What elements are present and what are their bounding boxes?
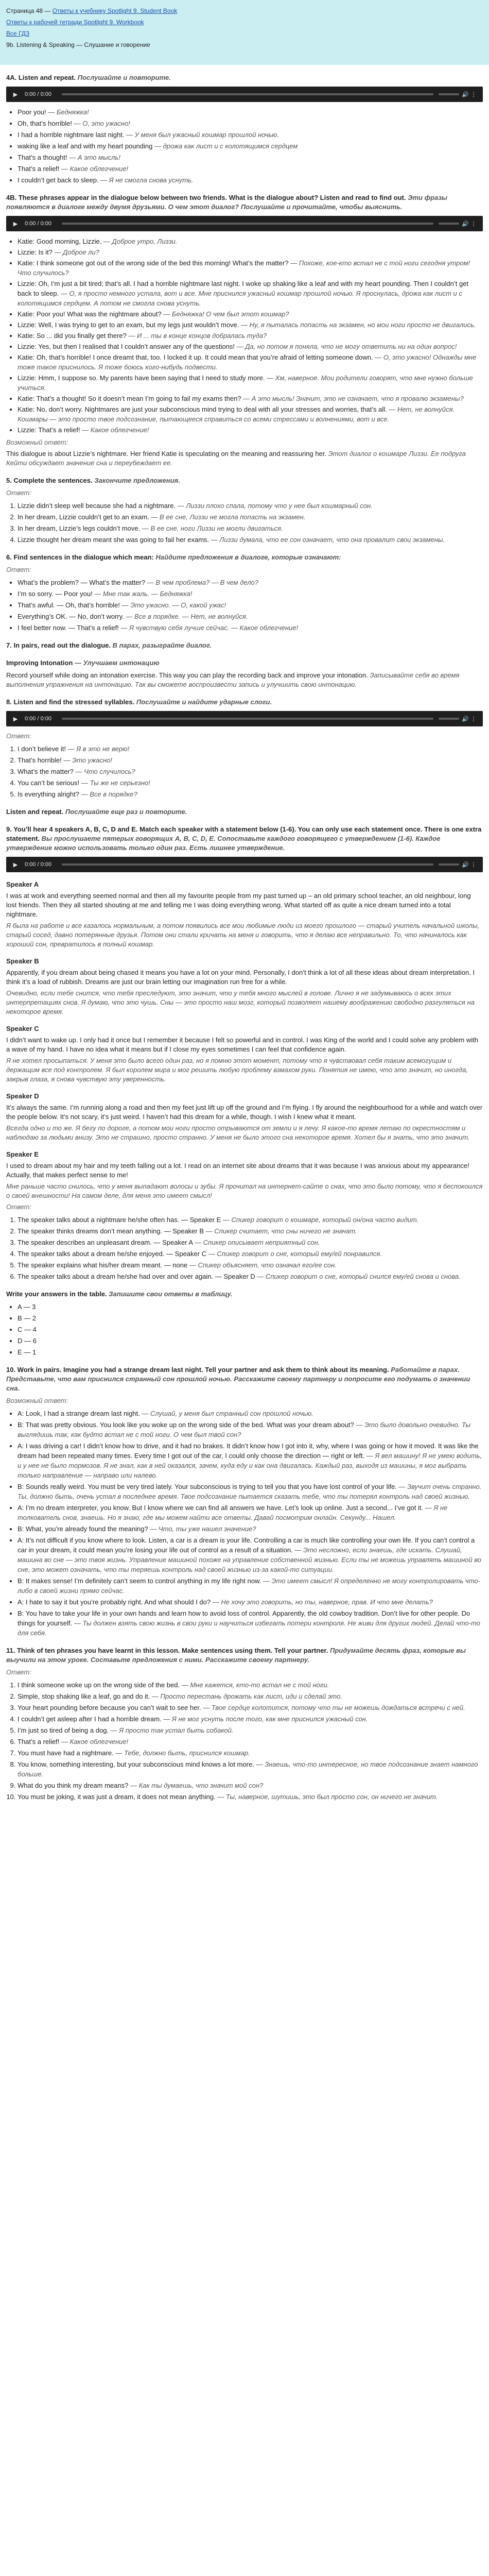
dialogue-line: • Katie: I think someone got out of the wrong side of the bed this morning! What’s the matter? — Похоже, кое-кто встал не с той ноги сегодня утром! Что случилось?: [18, 258, 483, 278]
speaker-text-ru: Я была на работе и все казалось нормальным, а потом появились все мои любимые люди из моего прошлого — старый учитель начальной школы, старый сосед, давно потерянные друзья. Потом они стали кричать на меня и говорить, что я делаю все неправильно. То, что начиналось как хороший сон, превратилось в полный кошмар.: [6, 922, 480, 948]
list-item: 4. You can’t be serious! — Ты же не серьезно!: [18, 778, 483, 788]
dialogue-line: • Lizzie: Oh, I’m just a bit tired; that’s all. I had a horrible nightmare last night. I woke up shaking like a leaf and with my heart pounding. Then I couldn’t get back to sleep. — О, я просто немного устала, вот и все. Мне приснился ужасный кошмар прошлой ночью. Я проснулась, дрожа как лист и с колотящимся сердцем. А потом не смогла снова уснуть.: [18, 279, 483, 308]
dialogue-line: • B: It makes sense! I’m definitely can’t seem to control anything in my life right now. — Это имеет смысл! Я определенно не могу контролировать что-либо в своей жизни прямо сейчас.: [18, 1576, 483, 1596]
list-item: 3. In her dream, Lizzie’s legs couldn’t move. — В ее сне, ноги Лиззи не могли двигаться.: [18, 523, 483, 533]
list-item: • Everything’s OK. — No, don’t worry. — Все в порядке. — Нет, не волнуйся.: [18, 612, 483, 621]
dialogue-line: • Lizzie: Is it? — Доброе ли?: [18, 247, 483, 257]
dialogue-line: • Katie: Poor you! What was the nightmare about? — Бедняжка! О чем был этот кошмар?: [18, 309, 483, 319]
dialogue-line: • Lizzie: Well, I was trying to get to an exam, but my legs just wouldn’t move. — Ну, я пыталась попасть на экзамен, но мои ноги просто не двигались.: [18, 320, 483, 330]
dialogue-line: • Lizzie: That’s a relief! — Какое облегчение!: [18, 425, 483, 435]
s9-table-title: Write your answers in the table. Запишите свои ответы в таблицу.: [6, 1290, 233, 1298]
list-item: 5. I’m just so tired of being a dog. — Я просто так устал быть собакой.: [18, 1725, 483, 1735]
link-all-gdz[interactable]: Все ГДЗ: [6, 30, 30, 37]
s4a-title-ru: Послушайте и повторите.: [77, 74, 171, 81]
answer-label: Возможный ответ:: [6, 1397, 68, 1404]
list-item: • Oh, that’s horrible! — О, это ужасно!: [18, 118, 483, 128]
list-item: 10. You must be joking, it was just a dream, it does not mean anything. — Ты, наверное, шутишь, это был просто сон, он ничего не значит.: [18, 1792, 483, 1802]
list-item: 5. Is everything alright? — Все в порядке?: [18, 789, 483, 799]
dialogue-line: • A: I was driving a car! I didn’t know how to drive, and it had no brakes. It didn’t know how I got into it, why, where I was going or how it moved. It was like the dream had been repeated many times. Every time I got out of the car, I could only choose the direction — right or left. — Я вел машину! Я не умею водить, и у нее не было тормозов. Я не знал, как в ней оказался, зачем, куда еду и как она двигалась. Каждый раз, выходя из машины, я мог выбрать только направление — направо или налево.: [18, 1441, 483, 1480]
s4b-title: 4B. These phrases appear in the dialogue below between two friends. What is the dialogue about? Listen and read to find out. Эти фразы появляются в диалоге между двумя друзьями. О чем этот диалог? Послушайте и прочитайте, чтобы выяснить.: [6, 194, 447, 211]
page-crumb: [6, 5, 483, 16]
s9-table: [18, 1302, 483, 1357]
list-item: 3. What’s the matter? — Что случилось?: [18, 767, 483, 776]
speaker-text-en: I didn’t want to wake up. I only had it once but I remember it because I felt so powerful and in control. I was King of the world and I could solve any problem with a wave of my hand. I have no idea what it means but if I close my eyes sometimes I can feel that confidence again.: [6, 1036, 478, 1053]
more-options-icon[interactable]: ⋮: [470, 861, 477, 868]
speaker-block: [6, 1025, 483, 1084]
list-item: 6. The speaker talks about a dream he/she had over and over again. — Speaker D — Спикер говорит о сне, который снился ему/ей снова и снова.: [18, 1272, 483, 1281]
list-item: 9. What do you think my dream means? — Как ты думаешь, что значит мой сон?: [18, 1781, 483, 1790]
answer-label: Ответ:: [6, 566, 31, 573]
s4a-title-en: 4A. Listen and repeat.: [6, 74, 76, 81]
audio-progress[interactable]: [62, 863, 433, 866]
list-item: 4. Lizzie thought her dream meant she was going to fail her exams. — Лиззи думала, что ее сон означает, что она провалит свои экзамены.: [18, 535, 483, 545]
dialogue-line: • Katie: Oh, that’s horrible! I once dreamt that, too. I locked it up. It could mean that you’re afraid of letting someone down. — О, это ужасно! Однажды мне тоже такое приснилось. Я тоже боюсь кого-нибудь подвести.: [18, 352, 483, 372]
speaker-label: Speaker B: [6, 957, 39, 965]
answer-text: This dialogue is about Lizzie’s nightmare. Her friend Katie is speculating on the meaning and reassuring her. Этот диалог о кошмаре Лиззи. Ее подруга Кейти обсуждает значение сна и переубеждает ее.: [6, 450, 466, 467]
audio-time: 0:00 / 0:00: [25, 861, 51, 868]
s10-dialogue: [18, 1409, 483, 1638]
audio-player-9[interactable]: [6, 857, 483, 872]
audio-player-4a[interactable]: [6, 87, 483, 102]
table-row: • E — 1: [18, 1347, 483, 1357]
list-item: 4. The speaker talks about a dream he/she enjoyed. — Speaker C — Спикер говорит о сне, который ему/ей понравился.: [18, 1249, 483, 1259]
speaker-label: Speaker A: [6, 880, 39, 888]
more-options-icon[interactable]: ⋮: [470, 221, 477, 227]
speaker-block: [6, 957, 483, 1016]
s8-title: 8. Listen and find the stressed syllables. Послушайте и найдите ударные слоги.: [6, 698, 272, 706]
list-item: 8. You know, something interesting, but your subconscious mind knows a lot more. — Знаешь, что-то интересное, но твое подсознание знает намного больше.: [18, 1759, 483, 1779]
list-item: • waking like a leaf and with my heart pounding — дрожа как лист и с колотящимся сердцем: [18, 141, 483, 151]
s4b-dialogue: [18, 236, 483, 435]
improving-title: Improving Intonation — Улучшаем интонацию: [6, 659, 160, 667]
dialogue-line: • Katie: Good morning, Lizzie. — Доброе утро, Лиззи.: [18, 236, 483, 246]
s4a-list: [18, 107, 483, 185]
list-item: 1. The speaker talks about a nightmare he/she often has. — Speaker E — Спикер говорит о кошмаре, который он/она часто видит.: [18, 1215, 483, 1225]
speaker-text-en: Apparently, if you dream about being chased it means you have a lot on your mind. Personally, I don’t think a lot of all these ideas about dream interpretation. I think it’s a load of rubbish. Dreams are just our brain letting our imagination run free for a while.: [6, 969, 475, 986]
table-row: • C — 4: [18, 1325, 483, 1334]
volume-slider[interactable]: [439, 863, 459, 866]
speaker-text-en: I used to dream about my hair and my teeth falling out a lot. I read on an internet site about dreams that it was because I was anxious about my appearance! Actually, that makes perfect sense to me!: [6, 1162, 469, 1179]
dialogue-line: • Katie: That’s a thought! So it doesn’t mean I’m going to fail my exams then? — А это мысль! Значит, это не означает, что я провалю экзамены?: [18, 394, 483, 403]
list-item: 2. In her dream, Lizzie couldn’t get to an exam. — В ее сне, Лиззи не могла попасть на экзамен.: [18, 512, 483, 522]
speaker-block: [6, 1150, 483, 1200]
audio-time: 0:00 / 0:00: [25, 221, 51, 227]
dialogue-line: • B: That was pretty obvious. You look like you woke up on the wrong side of the bed. What was your dream about? — Это было довольно очевидно. Ты выглядишь так, как будто встал не с той ноги. О чем был твой сон?: [18, 1420, 483, 1439]
list-item: • That’s awful. — Oh, that’s horrible! — Это ужасно. — О, какой ужас!: [18, 600, 483, 610]
dialogue-line: • Katie: So ... did you finally get there? — И ... ты в конце концов добралась туда?: [18, 331, 483, 341]
list-item: 6. That’s a relief! — Какое облегчение!: [18, 1737, 483, 1747]
list-item: • I had a horrible nightmare last night. — У меня был ужасный кошмар прошлой ночью.: [18, 130, 483, 140]
speaker-block: [6, 1092, 483, 1142]
list-item: 5. The speaker explains what his/her dream meant. — none — Спикер объясняет, что означал его/ее сон.: [18, 1260, 483, 1270]
volume-slider[interactable]: [439, 223, 459, 225]
volume-icon[interactable]: 🔊: [462, 221, 469, 227]
answer-label: Ответ:: [6, 489, 31, 497]
s6-list: [18, 578, 483, 633]
s4a-title: [6, 73, 483, 82]
list-item: 2. The speaker thinks dreams don’t mean anything. — Speaker B — Спикер считает, что сны ничего не значат.: [18, 1226, 483, 1236]
list-item: • I couldn’t get back to sleep. — Я не смогла снова уснуть.: [18, 175, 483, 185]
audio-player-8[interactable]: [6, 711, 483, 726]
table-row: • D — 6: [18, 1336, 483, 1346]
volume-icon[interactable]: 🔊: [462, 861, 469, 868]
more-options-icon[interactable]: ⋮: [470, 91, 477, 98]
section-crumb: 9b. Listening & Speaking — Слушание и говорение: [6, 41, 150, 48]
list-item: • That’s a relief! — Какое облегчение!: [18, 164, 483, 174]
s7-title: 7. In pairs, read out the dialogue. В парах, разыграйте диалог.: [6, 641, 212, 649]
audio-player-4b[interactable]: [6, 216, 483, 231]
list-item: • That’s a thought! — А это мысль!: [18, 152, 483, 162]
speaker-text-ru: Очевидно, если тебе снится, что тебя преследуют, это значит, что у тебя много мыслей в голове. Лично я не задумываюсь о всех этих интерпретациях снов. Я думаю, что это чушь. Сны — это просто наш мозг, который позволяет нашему воображению свободно разгуляться на некоторое время.: [6, 989, 475, 1015]
dialogue-line: • Katie: No, don’t worry. Nightmares are just your subconscious mind trying to deal with all your stresses and worries, that’s all. — Нет, не волнуйся. Кошмары — это просто твое подсознание, пытающееся справиться со всеми стрессами и волнениями, вот и все.: [18, 404, 483, 424]
page-number: Страница 48: [6, 7, 43, 14]
audio-progress[interactable]: [62, 223, 433, 225]
s5-title: 5. Complete the sentences. Закончите предложения.: [6, 477, 180, 484]
dialogue-line: • Lizzie: Yes, but then I realised that I couldn’t answer any of the questions! — Да, но потом я поняла, что не могу ответить ни на один вопрос!: [18, 342, 483, 351]
volume-icon[interactable]: 🔊: [462, 716, 469, 722]
list-item: 2. Simple, stop shaking like a leaf, go and do it. — Просто перестань дрожать как лист, иди и сделай это.: [18, 1691, 483, 1701]
speaker-text-ru: Всегда одно и то же. Я бегу по дороге, а потом мои ноги просто отрываются от земли и я лечу. Я какое-то время летаю по окрестностям и наблюдаю за людьми внизу. Это не страшно, просто странно. У меня не было этого сна некоторое время. Хотел бы я знать, что это значит.: [6, 1124, 470, 1141]
breadcrumb-header: [0, 0, 489, 65]
dialogue-line: • A: I hate to say it but you’re probably right. And what should I do? — Не хочу это говорить, но ты, наверное, прав. И что мне делать?: [18, 1597, 483, 1607]
link-workbook[interactable]: Ответы к рабочей тетради Spotlight 9. Workbook: [6, 19, 144, 26]
dialogue-line: • A: Look, I had a strange dream last night. — Слушай, у меня был странный сон прошлой ночью.: [18, 1409, 483, 1418]
volume-icon[interactable]: 🔊: [462, 91, 469, 98]
list-item: 2. That’s horrible! — Это ужасно!: [18, 755, 483, 765]
play-icon[interactable]: ▶: [13, 221, 18, 227]
table-row: • B — 2: [18, 1313, 483, 1323]
s9-title: 9. You’ll hear 4 speakers A, B, C, D and E. Match each speaker with a statement below (1-6). You can only use each statement once. There is one extra statement. Вы прослушаете пятерых говорящих A, B, C, D, E. Сопоставьте каждого говорящего с утверждением (1-6). Каждое утверждение можно использовать только один раз. Есть лишнее утверждение.: [6, 825, 482, 852]
speaker-label: Speaker E: [6, 1150, 39, 1158]
list-item: • Poor you! — Бедняжка!: [18, 107, 483, 117]
list-item: 7. You must have had a nightmare. — Тебе, должно быть, приснился кошмар.: [18, 1748, 483, 1758]
link-student-book[interactable]: Ответы к учебнику Spotlight 9. Student Book: [52, 7, 178, 14]
play-icon[interactable]: ▶: [13, 716, 18, 722]
list-item: 3. The speaker describes an unpleasant dream. — Speaker A — Спикер описывает неприятный сон.: [18, 1238, 483, 1247]
table-row: • A — 3: [18, 1302, 483, 1312]
dialogue-line: • A: I’m no dream interpreter, you know. But I know where we can find all answers we have. Let’s look up online. Just a second... I’ve got it. — Я не толкователь снов, знаешь. Но я знаю, где мы можем найти все ответы. Давай посмотрим онлайн. Секунду... Нашел.: [18, 1503, 483, 1522]
speaker-label: Speaker D: [6, 1092, 39, 1100]
list-item: 1. I don’t believe it! — Я в это не верю!: [18, 744, 483, 754]
audio-time: 0:00 / 0:00: [25, 716, 51, 722]
volume-slider[interactable]: [439, 93, 459, 95]
list-item: • I’m so sorry. — Poor you! — Мне так жаль. — Бедняжка!: [18, 589, 483, 599]
speaker-text-ru: Мне раньше часто снилось, что у меня выпадают волосы и зубы. Я прочитал на интернет-сайте о снах, что это было потому, что я беспокоился о своей внешности! На самом деле, для меня это имеет смысл!: [6, 1182, 483, 1199]
dialogue-line: • B: What, you’re already found the meaning? — Что, ты уже нашел значение?: [18, 1524, 483, 1534]
more-options-icon[interactable]: ⋮: [470, 716, 477, 722]
list-item: 1. Lizzie didn’t sleep well because she had a nightmare. — Лиззи плохо спала, потому что у нее был кошмарный сон.: [18, 501, 483, 511]
speaker-text-ru: Я не хотел просыпаться. У меня это было всего один раз, но я помню этот момент, потому что я чувствовал себя таким всемогущим и держащим все под контролем. Я был королем мира и мог решить любую проблему взмахом руки. Понятия не имею, что это значит, но иногда, закрыв глаза, я снова чувствую эту уверенность.: [6, 1057, 468, 1083]
speaker-label: Speaker C: [6, 1025, 39, 1032]
dialogue-line: • B: You have to take your life in your own hands and learn how to avoid loss of control. Apparently, the old cowboy tradition. Don’t live for other people. Do things for yourself. — Ты должен взять свою жизнь в свои руки и научиться избегать потери контроля. Не живи для других людей. Делай что-то для себя.: [18, 1608, 483, 1638]
s9-answers: [18, 1215, 483, 1281]
s11-list: [18, 1680, 483, 1802]
audio-progress[interactable]: [62, 718, 433, 720]
list-item: • What’s the problem? — What’s the matter? — В чем проблема? — В чем дело?: [18, 578, 483, 587]
s6-title: 6. Find sentences in the dialogue which mean: Найдите предложения в диалоге, которые означают:: [6, 553, 341, 561]
list-item: 4. I couldn’t get asleep after I had a horrible dream. — Я не мог уснуть после того, как мне приснился ужасный сон.: [18, 1714, 483, 1724]
improving-text: Record yourself while doing an intonation exercise. This way you can play the recording back and improve your intonation. Записывайте себя во время выполнения упражнения на интонацию. Так вы сможете воспроизвести запись и улучшить свою интонацию.: [6, 671, 460, 688]
audio-progress[interactable]: [62, 93, 433, 95]
volume-slider[interactable]: [439, 718, 459, 720]
dialogue-line: • A: It’s not difficult if you know where to look. Listen, a car is a dream is your life. Controlling a car is much like controlling your own life. If you can’t control a car in your dream, it could mean you’re losing your life out of control as a result of a situation. — Это несложно, если знаешь, где искать. Слушай, машина во сне — это твоя жизнь. Управление машиной похоже на управление собственной жизнью. Если ты не можешь управлять машиной во сне, это может означать, что ты теряешь контроль над своей жизнью из-за какой-то ситуации.: [18, 1535, 483, 1574]
dialogue-line: • Lizzie: Hmm, I suppose so. My parents have been saying that I need to study more. — Хм, наверное. Мои родители говорят, что мне нужно больше учиться.: [18, 373, 483, 393]
list-item: 3. Your heart pounding before because you can’t wait to see her. — Твое сердце колотится, потому что ты не можешь дождаться встречи с ней.: [18, 1703, 483, 1713]
audio-time: 0:00 / 0:00: [25, 91, 51, 97]
answer-label: Ответ:: [6, 732, 31, 740]
dialogue-line: • B: Sounds really weird. You must be very tired lately. Your subconscious is trying to tell you that you have lost control of your life. — Звучит очень странно. Ты, должно быть, очень устал в последнее время. Твое подсознание пытается сказать тебе, что ты потерял контроль над своей жизнью.: [18, 1482, 483, 1501]
answer-label: Ответ:: [6, 1668, 31, 1676]
list-item: 1. I think someone woke up on the wrong side of the bed. — Мне кажется, кто-то встал не с той ноги.: [18, 1680, 483, 1690]
crumb-sep: —: [43, 7, 53, 14]
answer-label: Ответ:: [6, 1203, 31, 1211]
play-icon[interactable]: ▶: [13, 91, 18, 98]
speaker-block: [6, 880, 483, 949]
play-icon[interactable]: ▶: [13, 861, 18, 868]
s10-title: 10. Work in pairs. Imagine you had a strange dream last night. Tell your partner and ask them to think about its meaning. Работайте в парах. Представьте, что вам приснился странный сон прошлой ночью. Расскажите своему партнеру и попросите его подумать о значении сна.: [6, 1366, 470, 1392]
list-item: • I feel better now. — That’s a relief! — Я чувствую себя лучше сейчас. — Какое облегчение!: [18, 623, 483, 633]
speaker-text-en: It’s always the same. I’m running along a road and then my feet just lift up off the ground and I’m flying. I fly around the neighbourhood for a while and watch over the people below. It’s not scary, it’s just weird. I haven’t had this dream for a while, though. I wish I knew what it meant.: [6, 1104, 483, 1121]
answer-label: Возможный ответ:: [6, 438, 68, 446]
s11-title: 11. Think of ten phrases you have learnt in this lesson. Make sentences using them. Tell your partner. Придумайте десять фраз, которые вы выучили на этом уроке. Составьте предложения с ними. Расскажите своему партнеру.: [6, 1647, 466, 1664]
s8-list: [18, 744, 483, 799]
speaker-text-en: I was at work and everything seemed normal and then all my favourite people from my past turned up – an old primary school teacher, an old neighbour, long lost friends. Then they all started shouting at me and telling me I was doing everything wrong. What started off as quite a nice dream turned into a total nightmare.: [6, 892, 471, 918]
s5-list: [18, 501, 483, 545]
s8-listen-title: Listen and repeat. Послушайте еще раз и повторите.: [6, 808, 187, 816]
